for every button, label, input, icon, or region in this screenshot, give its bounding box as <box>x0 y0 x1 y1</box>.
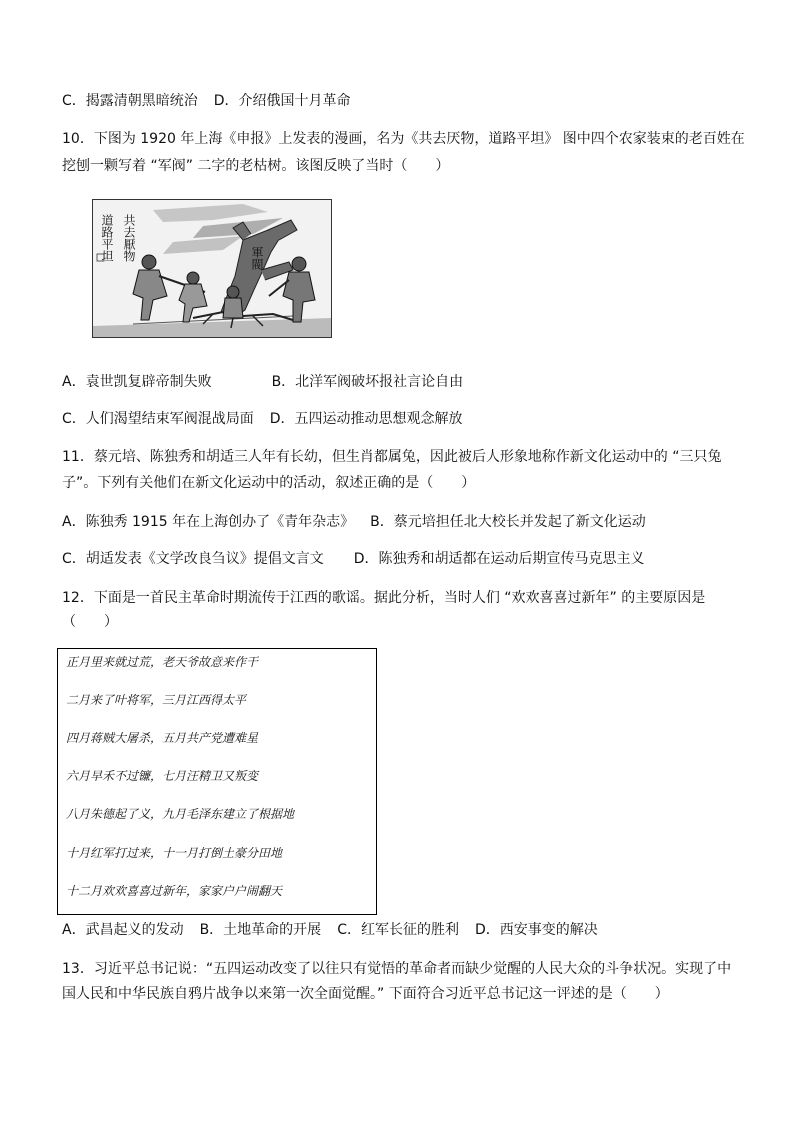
q12-options-row <box>62 921 598 939</box>
cartoon-tree-label: 軍閥 <box>250 246 264 270</box>
song-line: 二月来了叶将军，三月江西得太平 <box>66 693 247 707</box>
q12-song-box <box>57 648 377 915</box>
song-line: 六月早禾不过镰，七月汪精卫又叛变 <box>66 769 259 783</box>
q11-option-a: A．陈独秀 1915 年在上海创办了《青年杂志》 <box>62 514 355 530</box>
song-line: 八月朱德起了义，九月毛泽东建立了根据地 <box>66 807 295 821</box>
q10-stem-line-1: 10．下图为 1920 年上海《申报》上发表的漫画，名为《共去厌物，道路平坦》 图中四个农家装束的老百姓在 <box>62 131 745 147</box>
song-line: 十月红军打过来，十一月打倒土豪分田地 <box>66 846 283 860</box>
q11-option-c: C．胡适发表《文学改良刍议》提倡文言文 <box>62 551 324 567</box>
q11-option-d: D．陈独秀和胡适都在运动后期宣传马克思主义 <box>353 551 645 567</box>
q11-options-row-1 <box>62 513 646 531</box>
q10-option-c: C．人们渴望结束军阀混战局面 <box>62 411 254 427</box>
cartoon-caption-col2: 道路平坦 <box>100 214 114 262</box>
q12-option-c: C．红军长征的胜利 <box>337 922 459 938</box>
q13-stem-line-1: 13．习近平总书记说：“五四运动改变了以往只有觉悟的革命者而缺少觉醒的人民大众的斗争状况。实现了中 <box>62 961 732 977</box>
q10-option-a: A．袁世凯复辟帝制失败 <box>62 374 212 390</box>
q12-option-d: D．西安事变的解决 <box>474 922 598 938</box>
q12-stem-line-2: （ ） <box>62 614 118 630</box>
q11-option-b: B．蔡元培担任北大校长并发起了新文化运动 <box>370 514 646 530</box>
q12-option-b: B．土地革命的开展 <box>199 922 322 938</box>
q9-options-row <box>62 92 351 110</box>
q10-cartoon-image <box>92 199 332 338</box>
song-line: 四月蒋贼大屠杀，五月共产党遭难星 <box>66 731 259 745</box>
q9-option-c: C．揭露清朝黑暗统治 <box>62 93 198 109</box>
q10-options-row-2 <box>62 410 463 428</box>
q10-option-d: D．五四运动推动思想观念解放 <box>269 411 463 427</box>
q10-options-row-1 <box>62 373 463 391</box>
q11-stem-line-2: 子”。下列有关他们在新文化运动中的活动，叙述正确的是（ ） <box>62 475 476 491</box>
song-line: 十二月欢欢喜喜过新年，家家户户闹翻天 <box>66 884 283 898</box>
q12-option-a: A．武昌起义的发动 <box>62 922 184 938</box>
song-line: 正月里来就过荒，老天爷故意来作干 <box>66 655 259 669</box>
q11-stem-line-1: 11．蔡元培、陈独秀和胡适三人年有长幼，但生肖都属兔，因此被后人形象地称作新文化运动中的 “三只兔 <box>62 449 722 465</box>
cartoon-caption-col1: 共去厭物 <box>122 214 136 262</box>
q11-options-row-2 <box>62 550 645 568</box>
q10-option-b: B．北洋军阀破坏报社言论自由 <box>271 374 464 390</box>
q13-stem-line-2: 国人民和中华民族自鸦片战争以来第一次全面觉醒。” 下面符合习近平总书记这一评述的是（ ） <box>62 986 669 1002</box>
q10-stem-line-2: 挖刨一颗写着 “军阀” 二字的老枯树。该图反映了当时（ ） <box>62 158 450 174</box>
q12-stem-line-1: 12．下面是一首民主革命时期流传于江西的歌谣。据此分析，当时人们 “欢欢喜喜过新年” 的主要原因是 <box>62 590 706 606</box>
q9-option-d: D．介绍俄国十月革命 <box>213 93 351 109</box>
